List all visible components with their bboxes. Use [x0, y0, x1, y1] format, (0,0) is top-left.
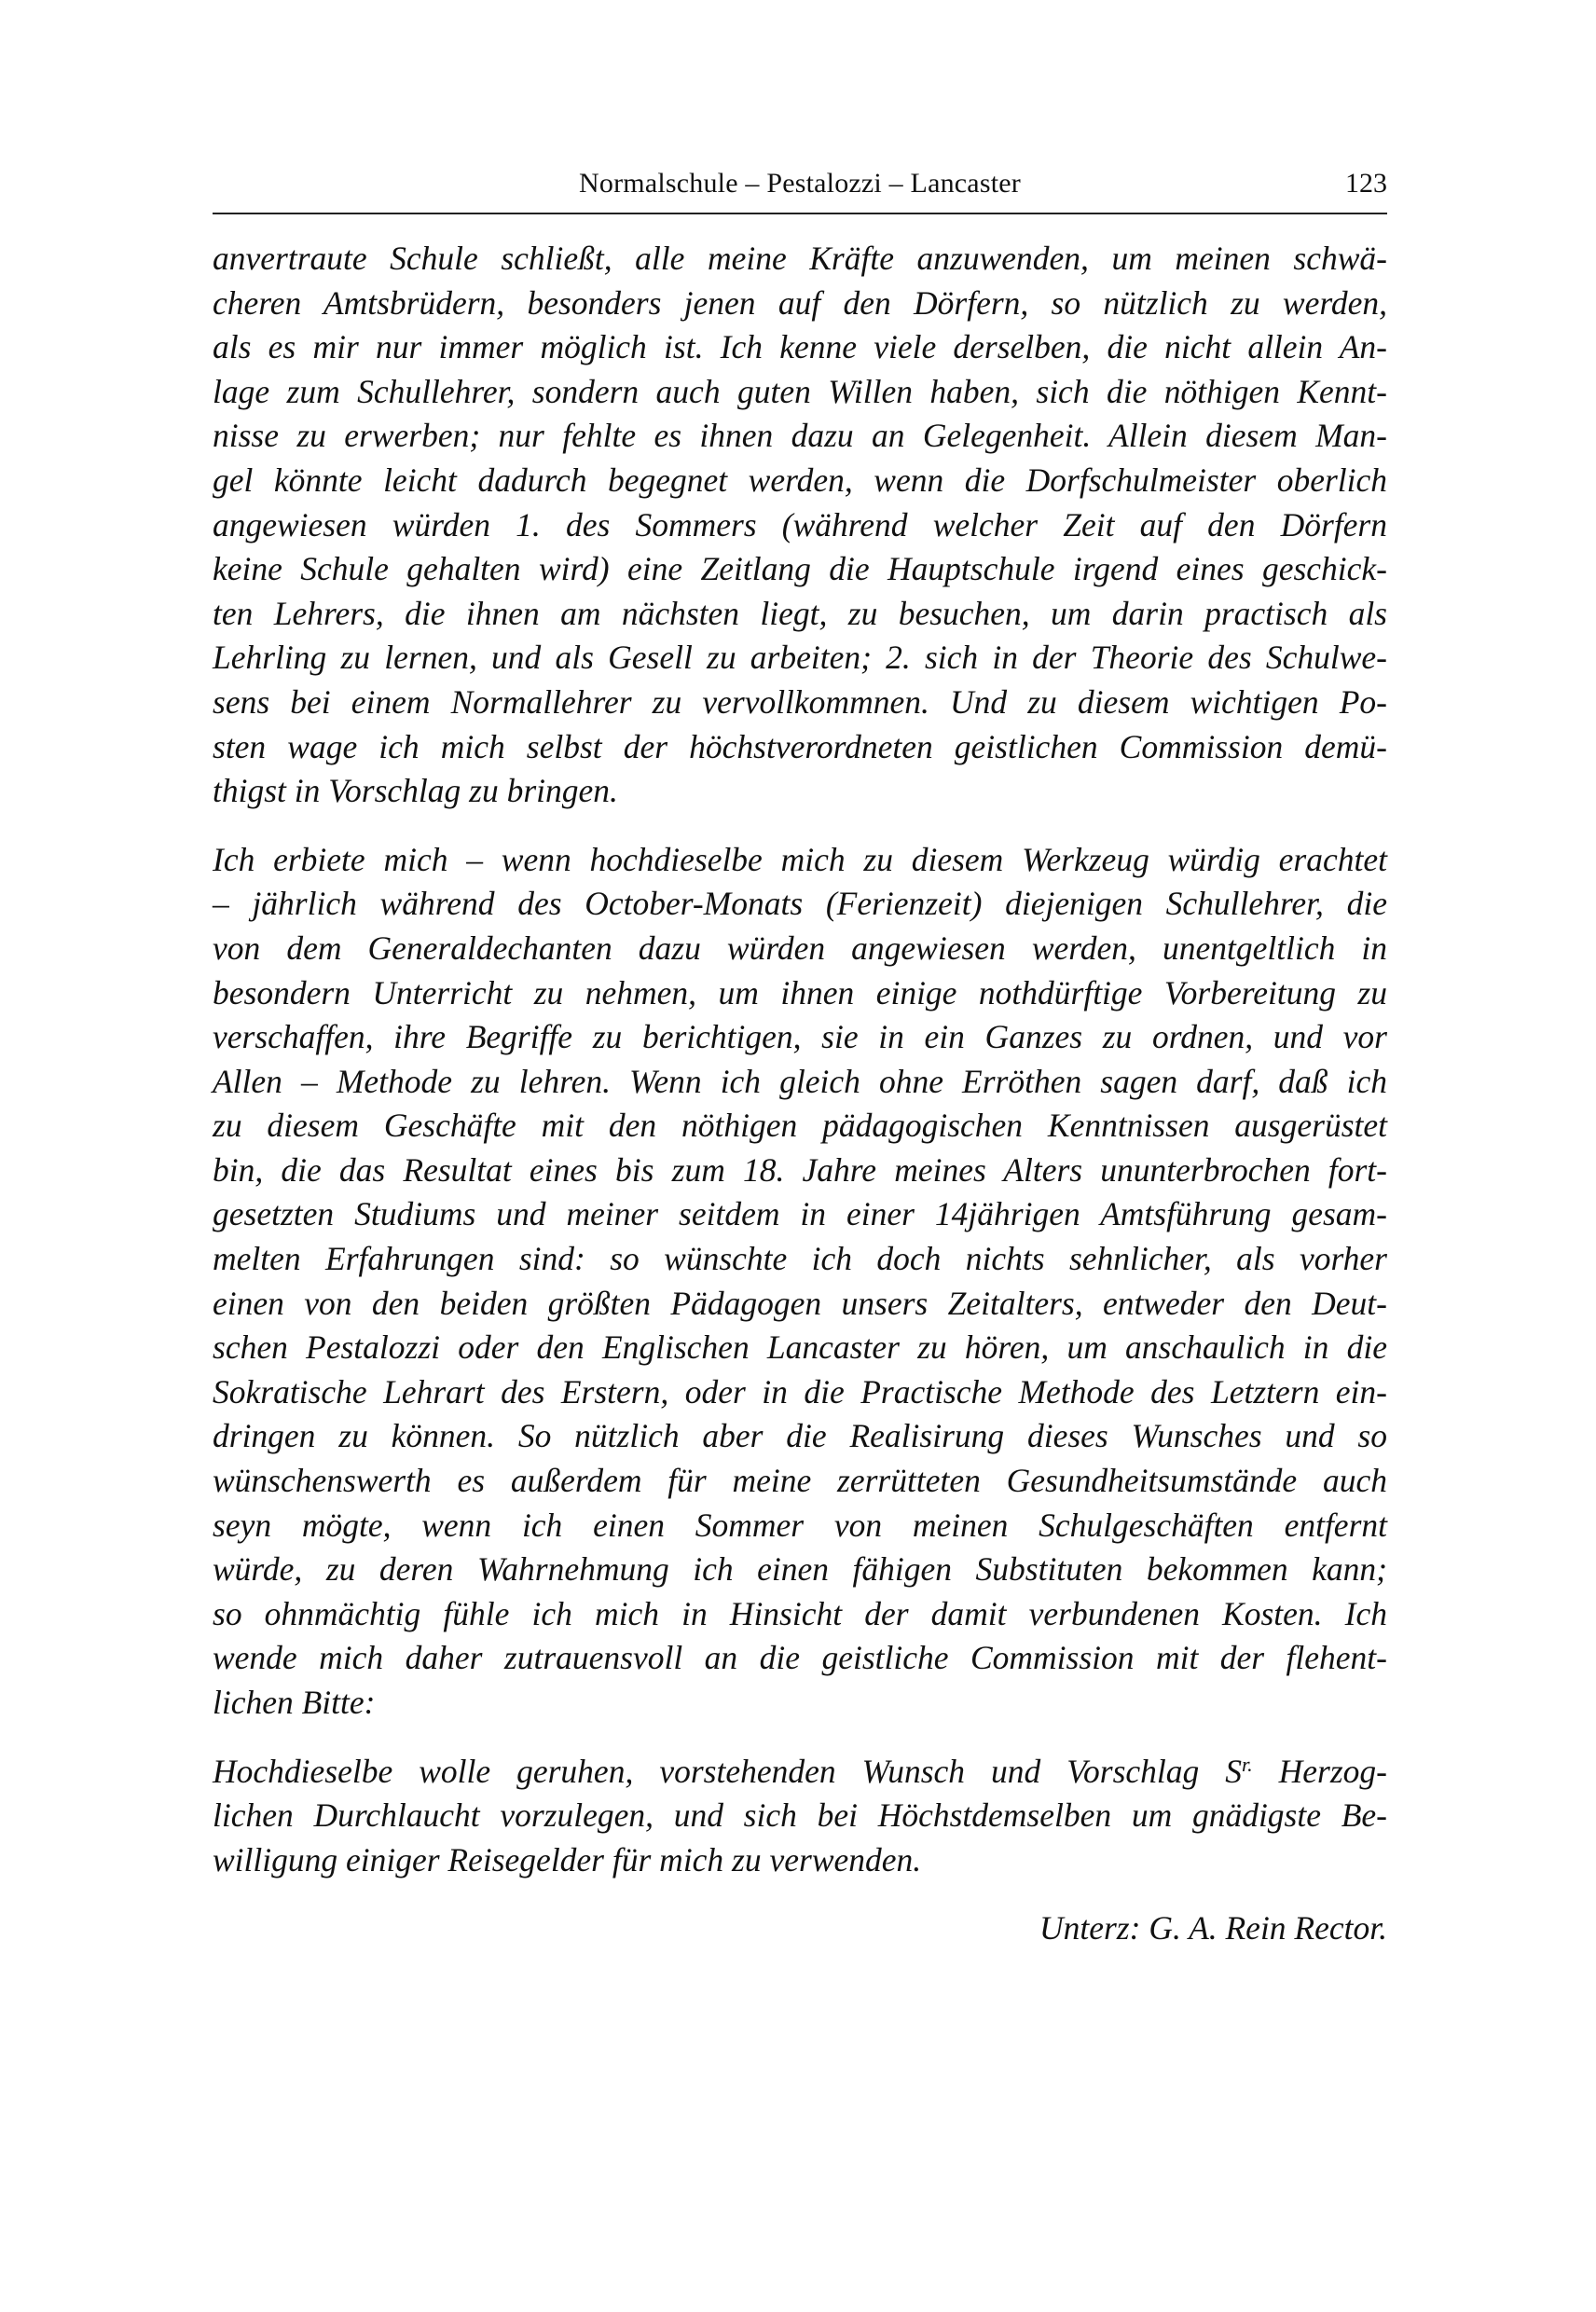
text-line: so ohnmächtig fühle ich mich in Hinsicht der damit verbundenen Kosten. Ich: [213, 1594, 1387, 1632]
text-line: cheren Amtsbrüdern, besonders jenen auf den Dörfern, so nützlich zu werden,: [213, 283, 1387, 322]
text-line: anvertraute Schule schließt, alle meine Kräfte anzuwenden, um meinen schwä-: [213, 240, 1387, 277]
paragraph-1: [213, 237, 1387, 814]
text-line: gesetzten Studiums und meiner seitdem in einer 14jährigen Amtsführung gesam-: [213, 1195, 1387, 1233]
running-header: [213, 164, 1387, 214]
text-line: willigung einiger Reisegelder für mich zu verwenden.: [213, 1840, 922, 1878]
text-line: zu diesem Geschäfte mit den nöthigen pädagogischen Kenntnissen ausgerüstet: [213, 1107, 1387, 1145]
signature: Unterz: G. A. Rein Rector.: [1039, 1909, 1387, 1947]
text-line: Lehrling zu lernen, und als Gesell zu arbeiten; 2. sich in der Theorie des Schulwe-: [213, 639, 1387, 677]
text-fragment: Hochdieselbe wolle geruhen, vorstehenden Wunsch und Vorschlag S: [213, 1752, 1243, 1790]
text-line: Sokratische Lehrart des Erstern, oder in die Practische Methode des Letztern ein-: [213, 1372, 1387, 1411]
text-line: einen von den beiden größten Pädagogen unsers Zeitalters, entweder den Deut-: [213, 1284, 1387, 1322]
text-line: [213, 1750, 1387, 1795]
text-line: Ich erbiete mich – wenn hochdieselbe mich zu diesem Werkzeug würdig erachtet: [213, 840, 1387, 878]
text-line: Allen – Methode zu lehren. Wenn ich gleich ohne Erröthen sagen darf, daß ich: [213, 1062, 1387, 1100]
text-line: als es mir nur immer möglich ist. Ich kenne viele derselben, die nicht allein An-: [213, 328, 1387, 366]
text-line: nisse zu erwerben; nur fehlte es ihnen dazu an Gelegenheit. Allein diesem Man-: [213, 417, 1387, 455]
text-line: melten Erfahrungen sind: so wünschte ich doch nichts sehnlicher, als vorher: [213, 1240, 1387, 1278]
text-line: wünschenswerth es außerdem für meine zerrütteten Gesundheitsumstände auch: [213, 1462, 1387, 1500]
text-line: lichen Durchlaucht vorzulegen, und sich bei Höchstdemselben um gnädigste Be-: [213, 1796, 1387, 1835]
text-line: schen Pestalozzi oder den Englischen Lancaster zu hören, um anschaulich in die: [213, 1328, 1387, 1367]
running-title: Normalschule – Pestalozzi – Lancaster: [579, 168, 1021, 199]
text-line: gel könnte leicht dadurch begegnet werden, wenn die Dorfschulmeister oberlich: [213, 461, 1387, 499]
text-line: bin, die das Resultat eines bis zum 18. Jahre meines Alters ununterbrochen fort-: [213, 1150, 1387, 1189]
text-line: verschaffen, ihre Begriffe zu berichtigen, sie in ein Ganzes zu ordnen, und vor: [213, 1018, 1387, 1056]
document-page: [213, 164, 1387, 1951]
paragraph-3: [213, 1750, 1387, 1883]
text-line: ten Lehrers, die ihnen am nächsten liegt, zu besuchen, um darin practisch als: [213, 594, 1387, 632]
page-number: 123: [1345, 168, 1387, 199]
text-line: besondern Unterricht zu nehmen, um ihnen einige nothdürftige Vorbereitung zu: [213, 973, 1387, 1012]
text-line: von dem Generaldechanten dazu würden angewiesen werden, unentgeltlich in: [213, 929, 1387, 967]
text-line: keine Schule gehalten wird) eine Zeitlang die Hauptschule irgend eines geschick-: [213, 550, 1387, 588]
paragraph-2: [213, 838, 1387, 1726]
text-fragment: Herzog-: [1252, 1752, 1387, 1790]
text-line: – jährlich während des October-Monats (Ferienzeit) diejenigen Schullehrer, die: [213, 885, 1387, 923]
text-line: seyn mögte, wenn ich einen Sommer von meinen Schulgeschäften entfernt: [213, 1506, 1387, 1544]
text-line: lichen Bitte:: [213, 1684, 376, 1721]
text-line: dringen zu können. So nützlich aber die Realisirung dieses Wunsches und so: [213, 1417, 1387, 1455]
text-line: wende mich daher zutrauensvoll an die geistliche Commission mit der flehent-: [213, 1639, 1387, 1677]
text-line: sten wage ich mich selbst der höchstverordneten geistlichen Commission demü-: [213, 727, 1387, 765]
text-line: angewiesen würden 1. des Sommers (während welcher Zeit auf den Dörfern: [213, 505, 1387, 544]
superscript-abbreviation: r.: [1242, 1752, 1253, 1776]
text-line: würde, zu deren Wahrnehmung ich einen fähigen Substituten bekommen kann;: [213, 1550, 1387, 1589]
body-text: [213, 237, 1387, 1951]
text-line: thigst in Vorschlag zu bringen.: [213, 772, 618, 810]
text-line: lage zum Schullehrer, sondern auch guten Willen haben, sich die nöthigen Kennt-: [213, 372, 1387, 410]
text-line: sens bei einem Normallehrer zu vervollkommnen. Und zu diesem wichtigen Po-: [213, 682, 1387, 721]
